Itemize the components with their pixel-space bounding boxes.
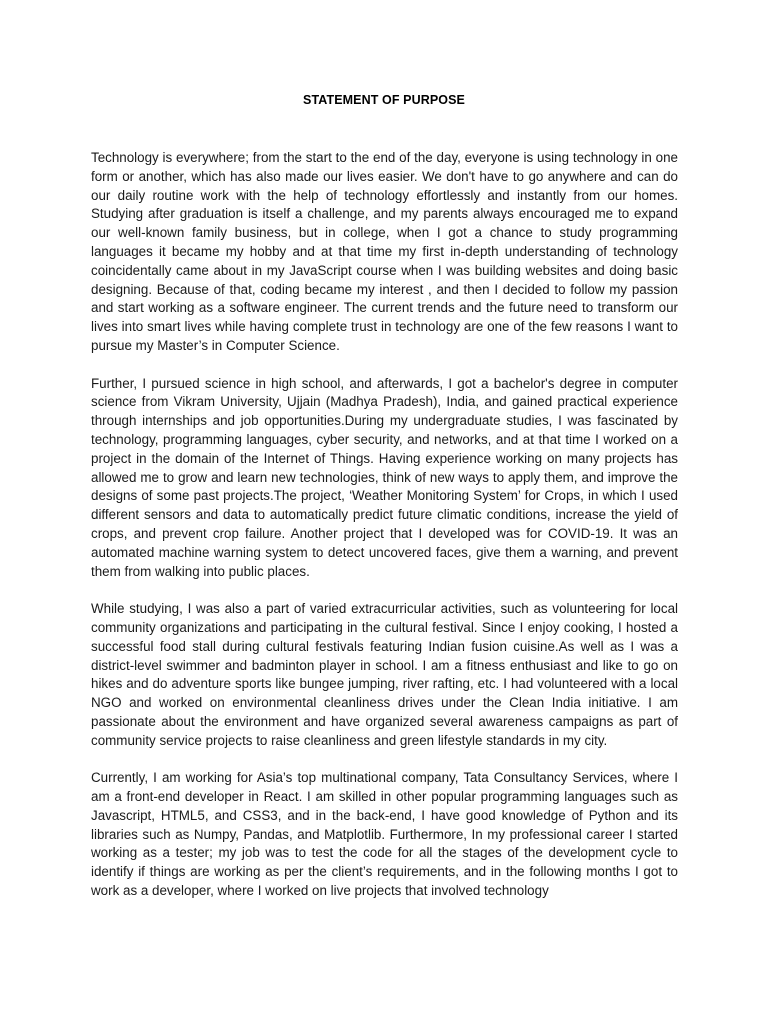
document-body	[91, 149, 678, 920]
paragraph-1: Technology is everywhere; from the start to the end of the day, everyone is using technology in one form or another, which has also made our lives easier. We don't have to go anywhere and can do our daily routine work with the help of technology effortlessly and instantly from our homes. Studying after graduation is itself a challenge, and my parents always encouraged me to expand our well-known family business, but in college, when I got a chance to study programming languages it became my hobby and at that time my first in-depth understanding of technology coincidentally came about in my JavaScript course when I was building websites and doing basic designing. Because of that, coding became my interest , and then I decided to follow my passion and start working as a software engineer. The current trends and the future need to transform our lives into smart lives while having complete trust in technology are one of the few reasons I want to pursue my Master’s in Computer Science.	[91, 150, 678, 353]
paragraph-4: Currently, I am working for Asia’s top multinational company, Tata Consultancy Services, where I am a front-end developer in React. I am skilled in other popular programming languages such as Javascript, HTML5, and CSS3, and in the back-end, I have good knowledge of Python and its libraries such as Numpy, Pandas, and Matplotlib. Furthermore, In my professional career I started working as a tester; my job was to test the code for all the stages of the development cycle to identify if things are working as per the client’s requirements, and in the following months I got to work as a developer, where I worked on live projects that involved technology	[91, 770, 678, 899]
page-title: STATEMENT OF PURPOSE	[303, 93, 465, 107]
paragraph-3: While studying, I was also a part of varied extracurricular activities, such as volunteering for local community organizations and participating in the cultural festival. Since I enjoy cooking, I hosted a successful food stall during cultural festivals featuring Indian fusion cuisine.As well as I was a district-level swimmer and badminton player in school. I am a fitness enthusiast and like to go on hikes and do adventure sports like bungee jumping, river rafting, etc. I had volunteered with a local NGO and worked on environmental cleanliness drives under the Clean India initiative. I am passionate about the environment and have organized several awareness campaigns as part of community service projects to raise cleanliness and green lifestyle standards in my city.	[91, 601, 678, 748]
paragraph-2: Further, I pursued science in high school, and afterwards, I got a bachelor's degree in computer science from Vikram University, Ujjain (Madhya Pradesh), India, and gained practical experience through internships and job opportunities.During my undergraduate studies, I was fascinated by technology, programming languages, cyber security, and networks, and at that time I worked on a project in the domain of the Internet of Things. Having experience working on many projects has allowed me to grow and learn new technologies, think of new ways to apply them, and improve the designs of some past projects.The project, ‘Weather Monitoring System’ for Crops, in which I used different sensors and data to automatically predict future climatic conditions, increase the yield of crops, and prevent crop failure. Another project that I developed was for COVID-19. It was an automated machine warning system to detect uncovered faces, give them a warning, and prevent them from walking into public places.	[91, 375, 678, 579]
